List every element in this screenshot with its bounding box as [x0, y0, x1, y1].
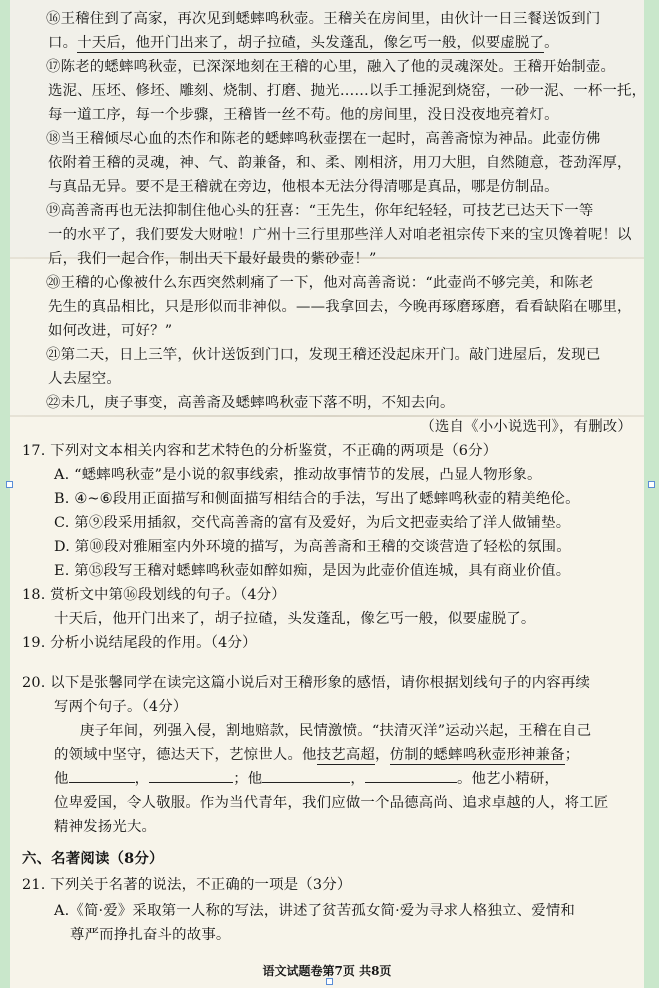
question-19: 19. 分析小说结尾段的作用。（4分） [22, 635, 257, 651]
answer-blank-4[interactable] [365, 768, 457, 783]
question-21: 21. 下列关于名著的说法，不正确的一项是（3分） [22, 877, 352, 893]
underlined-sentence: 十天后，他开门出来了，胡子拉碴，头发蓬乱，像乞丐一般，似要虚脱了 [77, 35, 545, 51]
question-20-passage-line-5: 精神发扬光大。 [54, 819, 157, 835]
paragraph-17-line-1: ⑰陈老的蟋蟀鸣秋壶，已深深地刻在王稽的心里，融入了他的灵魂深处。王稽开始制壶。 [46, 59, 616, 75]
paragraph-19-line-1: ⑲高善斋再也无法抑制住他心头的狂喜：“王先生，你年纪轻轻，可技艺已达天下一等 [46, 203, 594, 219]
question-17-option-a: A. “蟋蟀鸣秋壶”是小说的叙事线索，推动故事情节的发展，凸显人物形象。 [54, 467, 542, 483]
paragraph-21-line-2: 人去屋空。 [48, 371, 121, 387]
paragraph-19-line-3: 后，我们一起合作，制出天下最好最贵的紫砂壶！” [48, 251, 377, 267]
question-20-line-1: 20. 以下是张馨同学在读完这篇小说后对王稽形象的感悟，请你根据划线句子的内容再续 [22, 675, 591, 691]
paragraph-20-line-1: ⑳王稽的心像被什么东西突然刺痛了一下，他对高善斋说：“此壶尚不够完美，和陈老 [46, 275, 594, 291]
question-17-option-c: C. 第⑨段采用插叙，交代高善斋的富有及爱好，为后文把壶卖给了洋人做铺垫。 [54, 515, 571, 531]
question-20-passage-line-4: 位卑爱国，令人敬服。作为当代青年，我们应做一个品德高尚、追求卓越的人，将工匠 [54, 795, 609, 811]
question-18-sentence: 十天后，他开门出来了，胡子拉碴，头发蓬乱，像乞丐一般，似要虚脱了。 [54, 611, 536, 627]
question-17-option-e: E. 第⑮段写王稽对蟋蟀鸣秋壶如醉如痴，是因为此壶价值连城，具有商业价值。 [54, 563, 571, 579]
answer-blank-1[interactable] [69, 768, 135, 783]
paragraph-17-line-2: 选泥、压坯、修坯、雕刻、烧制、打磨、抛光……以手工捶泥到烧窑，一砂一泥、一杯一托， [48, 83, 647, 99]
paragraph-18-line-2: 依附着王稽的灵魂，神、气、韵兼备，和、柔、刚相济，用刀大胆，自然随意，苍劲浑厚， [48, 155, 632, 171]
paragraph-20-line-3: 如何改进，可好？” [48, 323, 173, 339]
question-20-line-2: 写两个句子。（4分） [54, 699, 188, 715]
paragraph-22: ㉒未几，庚子事变，高善斋及蟋蟀鸣秋壶下落不明，不知去向。 [46, 395, 455, 411]
question-20-passage-line-2: 的领域中坚守，德达天下，艺惊世人。他技艺高超，仿制的蟋蟀鸣秋壶形神兼备； [54, 747, 580, 763]
question-21-option-a-line-1: A.《简·爱》采取第一人称的写法，讲述了贫苦孤女简·爱为寻求人格独立、爱情和 [54, 903, 575, 919]
paragraph-16-line-1: ⑯王稽住到了高家，再次见到蟋蟀鸣秋壶。王稽关在房间里，由伙计一日三餐送饭到门 [46, 11, 601, 27]
exam-page [10, 0, 647, 988]
page-footer: 语文试题卷第7页 共8页 [262, 964, 392, 978]
resize-handle-bottom[interactable] [326, 978, 333, 985]
resize-handle-left[interactable] [6, 481, 13, 488]
question-18: 18. 赏析文中第⑯段划线的句子。（4分） [22, 587, 286, 603]
answer-blank-3[interactable] [262, 768, 350, 783]
underlined-phrase-1: 技艺高超 [316, 747, 376, 763]
paragraph-17-line-3: 每一道工序，每一个步骤，王稽皆一丝不苟。他的房间里，没日没夜地亮着灯。 [48, 107, 559, 123]
paragraph-18-line-3: 与真品无异。要不是王稽就在旁边，他根本无法分得清哪是真品，哪是仿制品。 [48, 179, 559, 195]
paragraph-21-line-1: ㉑第二天，日上三竿，伙计送饭到门口，发现王稽还没起床开门。敲门进屋后，发现已 [46, 347, 601, 363]
paragraph-18-line-1: ⑱当王稽倾尽心血的杰作和陈老的蟋蟀鸣秋壶摆在一起时，高善斋惊为神品。此壶仿佛 [46, 131, 601, 147]
answer-blank-2[interactable] [149, 768, 233, 783]
question-20-passage-line-3: 他 ， ；他 ， 。他艺小精研， [10, 768, 644, 790]
paragraph-20-line-2: 先生的真品相比，只是形似而非神似。——我拿回去，今晚再琢磨琢磨，看看缺陷在哪里， [48, 299, 632, 315]
paragraph-19-line-2: 一的水平了，我们要发大财啦！广州十三行里那些洋人对咱老祖宗传下来的宝贝馋着呢！以 [48, 227, 632, 243]
question-17: 17. 下列对文本相关内容和艺术特色的分析鉴赏，不正确的两项是（6分） [22, 443, 498, 459]
question-17-option-b: B. ④~⑥段用正面描写和侧面描写相结合的手法，写出了蟋蟀鸣秋壶的精美绝伦。 [54, 491, 580, 507]
section-6-heading: 六、名著阅读（8分） [22, 850, 164, 867]
question-17-option-d: D. 第⑩段对雅厢室内外环境的描写，为高善斋和王稽的交谈营造了轻松的氛围。 [54, 539, 571, 555]
question-21-option-a-line-2: 尊严而挣扎奋斗的故事。 [70, 927, 231, 943]
source-note: （选自《小小说选刊》，有删改） [420, 419, 632, 435]
resize-handle-right[interactable] [648, 481, 655, 488]
paragraph-16-line-2: 口。十天后，他开门出来了，胡子拉碴，头发蓬乱，像乞丐一般，似要虚脱了。 [48, 35, 559, 51]
underlined-phrase-2: 仿制的蟋蟀鸣秋壶形神兼备 [389, 747, 565, 763]
question-20-passage-line-1: 庚子年间，列强入侵，割地赔款，民情激愤。“扶清灭洋”运动兴起，王稽在自己 [80, 723, 592, 739]
